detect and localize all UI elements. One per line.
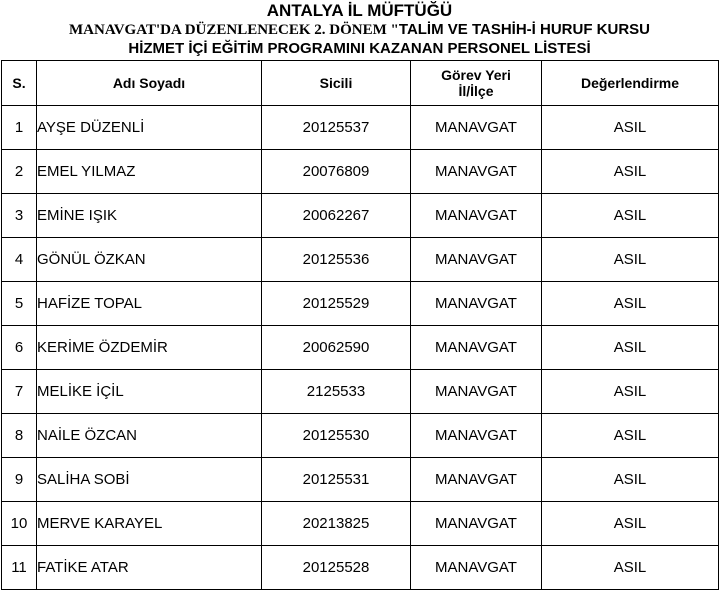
row-name: AYŞE DÜZENLİ bbox=[37, 106, 262, 150]
row-number: 11 bbox=[2, 546, 37, 590]
row-degerlendirme: ASIL bbox=[542, 458, 719, 502]
row-sicil: 20062590 bbox=[262, 326, 411, 370]
row-gorev-yeri: MANAVGAT bbox=[411, 502, 542, 546]
row-sicil: 20125529 bbox=[262, 282, 411, 326]
row-name: EMEL YILMAZ bbox=[37, 150, 262, 194]
table-row bbox=[2, 150, 719, 194]
row-gorev-yeri: MANAVGAT bbox=[411, 150, 542, 194]
row-degerlendirme: ASIL bbox=[542, 238, 719, 282]
row-number: 1 bbox=[2, 106, 37, 150]
row-degerlendirme: ASIL bbox=[542, 194, 719, 238]
table-header-row bbox=[2, 61, 719, 106]
row-name: MELİKE İÇİL bbox=[37, 370, 262, 414]
personnel-table bbox=[1, 60, 719, 590]
row-number: 3 bbox=[2, 194, 37, 238]
row-degerlendirme: ASIL bbox=[542, 282, 719, 326]
row-degerlendirme: ASIL bbox=[542, 106, 719, 150]
row-gorev-yeri: MANAVGAT bbox=[411, 546, 542, 590]
row-name: MERVE KARAYEL bbox=[37, 502, 262, 546]
table-row bbox=[2, 546, 719, 590]
header-line-2-sans: TALİM VE TASHİH-İ HURUF KURSU bbox=[398, 21, 650, 38]
row-gorev-yeri: MANAVGAT bbox=[411, 282, 542, 326]
document-header bbox=[0, 2, 719, 58]
row-degerlendirme: ASIL bbox=[542, 150, 719, 194]
table-row bbox=[2, 458, 719, 502]
table-row bbox=[2, 414, 719, 458]
row-number: 10 bbox=[2, 502, 37, 546]
column-header-sira: S. bbox=[2, 61, 37, 106]
table-row bbox=[2, 282, 719, 326]
row-number: 6 bbox=[2, 326, 37, 370]
row-name: HAFİZE TOPAL bbox=[37, 282, 262, 326]
row-sicil: 20213825 bbox=[262, 502, 411, 546]
column-header-gorev-yeri bbox=[411, 61, 542, 106]
row-name: EMİNE IŞIK bbox=[37, 194, 262, 238]
row-degerlendirme: ASIL bbox=[542, 326, 719, 370]
row-name: SALİHA SOBİ bbox=[37, 458, 262, 502]
table-row bbox=[2, 238, 719, 282]
row-gorev-yeri: MANAVGAT bbox=[411, 194, 542, 238]
row-sicil: 20125536 bbox=[262, 238, 411, 282]
row-gorev-yeri: MANAVGAT bbox=[411, 414, 542, 458]
row-degerlendirme: ASIL bbox=[542, 414, 719, 458]
row-number: 2 bbox=[2, 150, 37, 194]
row-degerlendirme: ASIL bbox=[542, 502, 719, 546]
row-name: KERİME ÖZDEMİR bbox=[37, 326, 262, 370]
row-sicil: 20076809 bbox=[262, 150, 411, 194]
row-name: NAİLE ÖZCAN bbox=[37, 414, 262, 458]
row-sicil: 2125533 bbox=[262, 370, 411, 414]
row-gorev-yeri: MANAVGAT bbox=[411, 326, 542, 370]
row-sicil: 20125528 bbox=[262, 546, 411, 590]
header-line-1: ANTALYA İL MÜFTÜĞÜ bbox=[266, 1, 453, 20]
row-name: GÖNÜL ÖZKAN bbox=[37, 238, 262, 282]
row-gorev-yeri: MANAVGAT bbox=[411, 106, 542, 150]
header-line-2-serif: MANAVGAT'DA DÜZENLENECEK 2. DÖNEM " bbox=[69, 22, 399, 38]
row-number: 5 bbox=[2, 282, 37, 326]
column-header-gorev-yeri-line2: İl/İlçe bbox=[458, 83, 494, 99]
row-number: 8 bbox=[2, 414, 37, 458]
header-line-3: HİZMET İÇİ EĞİTİM PROGRAMINI KAZANAN PERSONEL LİSTESİ bbox=[128, 40, 591, 57]
row-sicil: 20125537 bbox=[262, 106, 411, 150]
row-sicil: 20062267 bbox=[262, 194, 411, 238]
header-line-2 bbox=[0, 20, 719, 40]
row-name: FATİKE ATAR bbox=[37, 546, 262, 590]
column-header-degerlendirme: Değerlendirme bbox=[542, 61, 719, 106]
table-row bbox=[2, 326, 719, 370]
table-row bbox=[2, 502, 719, 546]
row-number: 4 bbox=[2, 238, 37, 282]
column-header-name: Adı Soyadı bbox=[37, 61, 262, 106]
row-sicil: 20125530 bbox=[262, 414, 411, 458]
row-sicil: 20125531 bbox=[262, 458, 411, 502]
row-degerlendirme: ASIL bbox=[542, 546, 719, 590]
row-gorev-yeri: MANAVGAT bbox=[411, 458, 542, 502]
table-row bbox=[2, 194, 719, 238]
table-row bbox=[2, 370, 719, 414]
column-header-sicil: Sicili bbox=[262, 61, 411, 106]
row-number: 9 bbox=[2, 458, 37, 502]
row-degerlendirme: ASIL bbox=[542, 370, 719, 414]
row-number: 7 bbox=[2, 370, 37, 414]
table-row bbox=[2, 106, 719, 150]
row-gorev-yeri: MANAVGAT bbox=[411, 238, 542, 282]
column-header-gorev-yeri-line1: Görev Yeri bbox=[441, 67, 511, 83]
row-gorev-yeri: MANAVGAT bbox=[411, 370, 542, 414]
